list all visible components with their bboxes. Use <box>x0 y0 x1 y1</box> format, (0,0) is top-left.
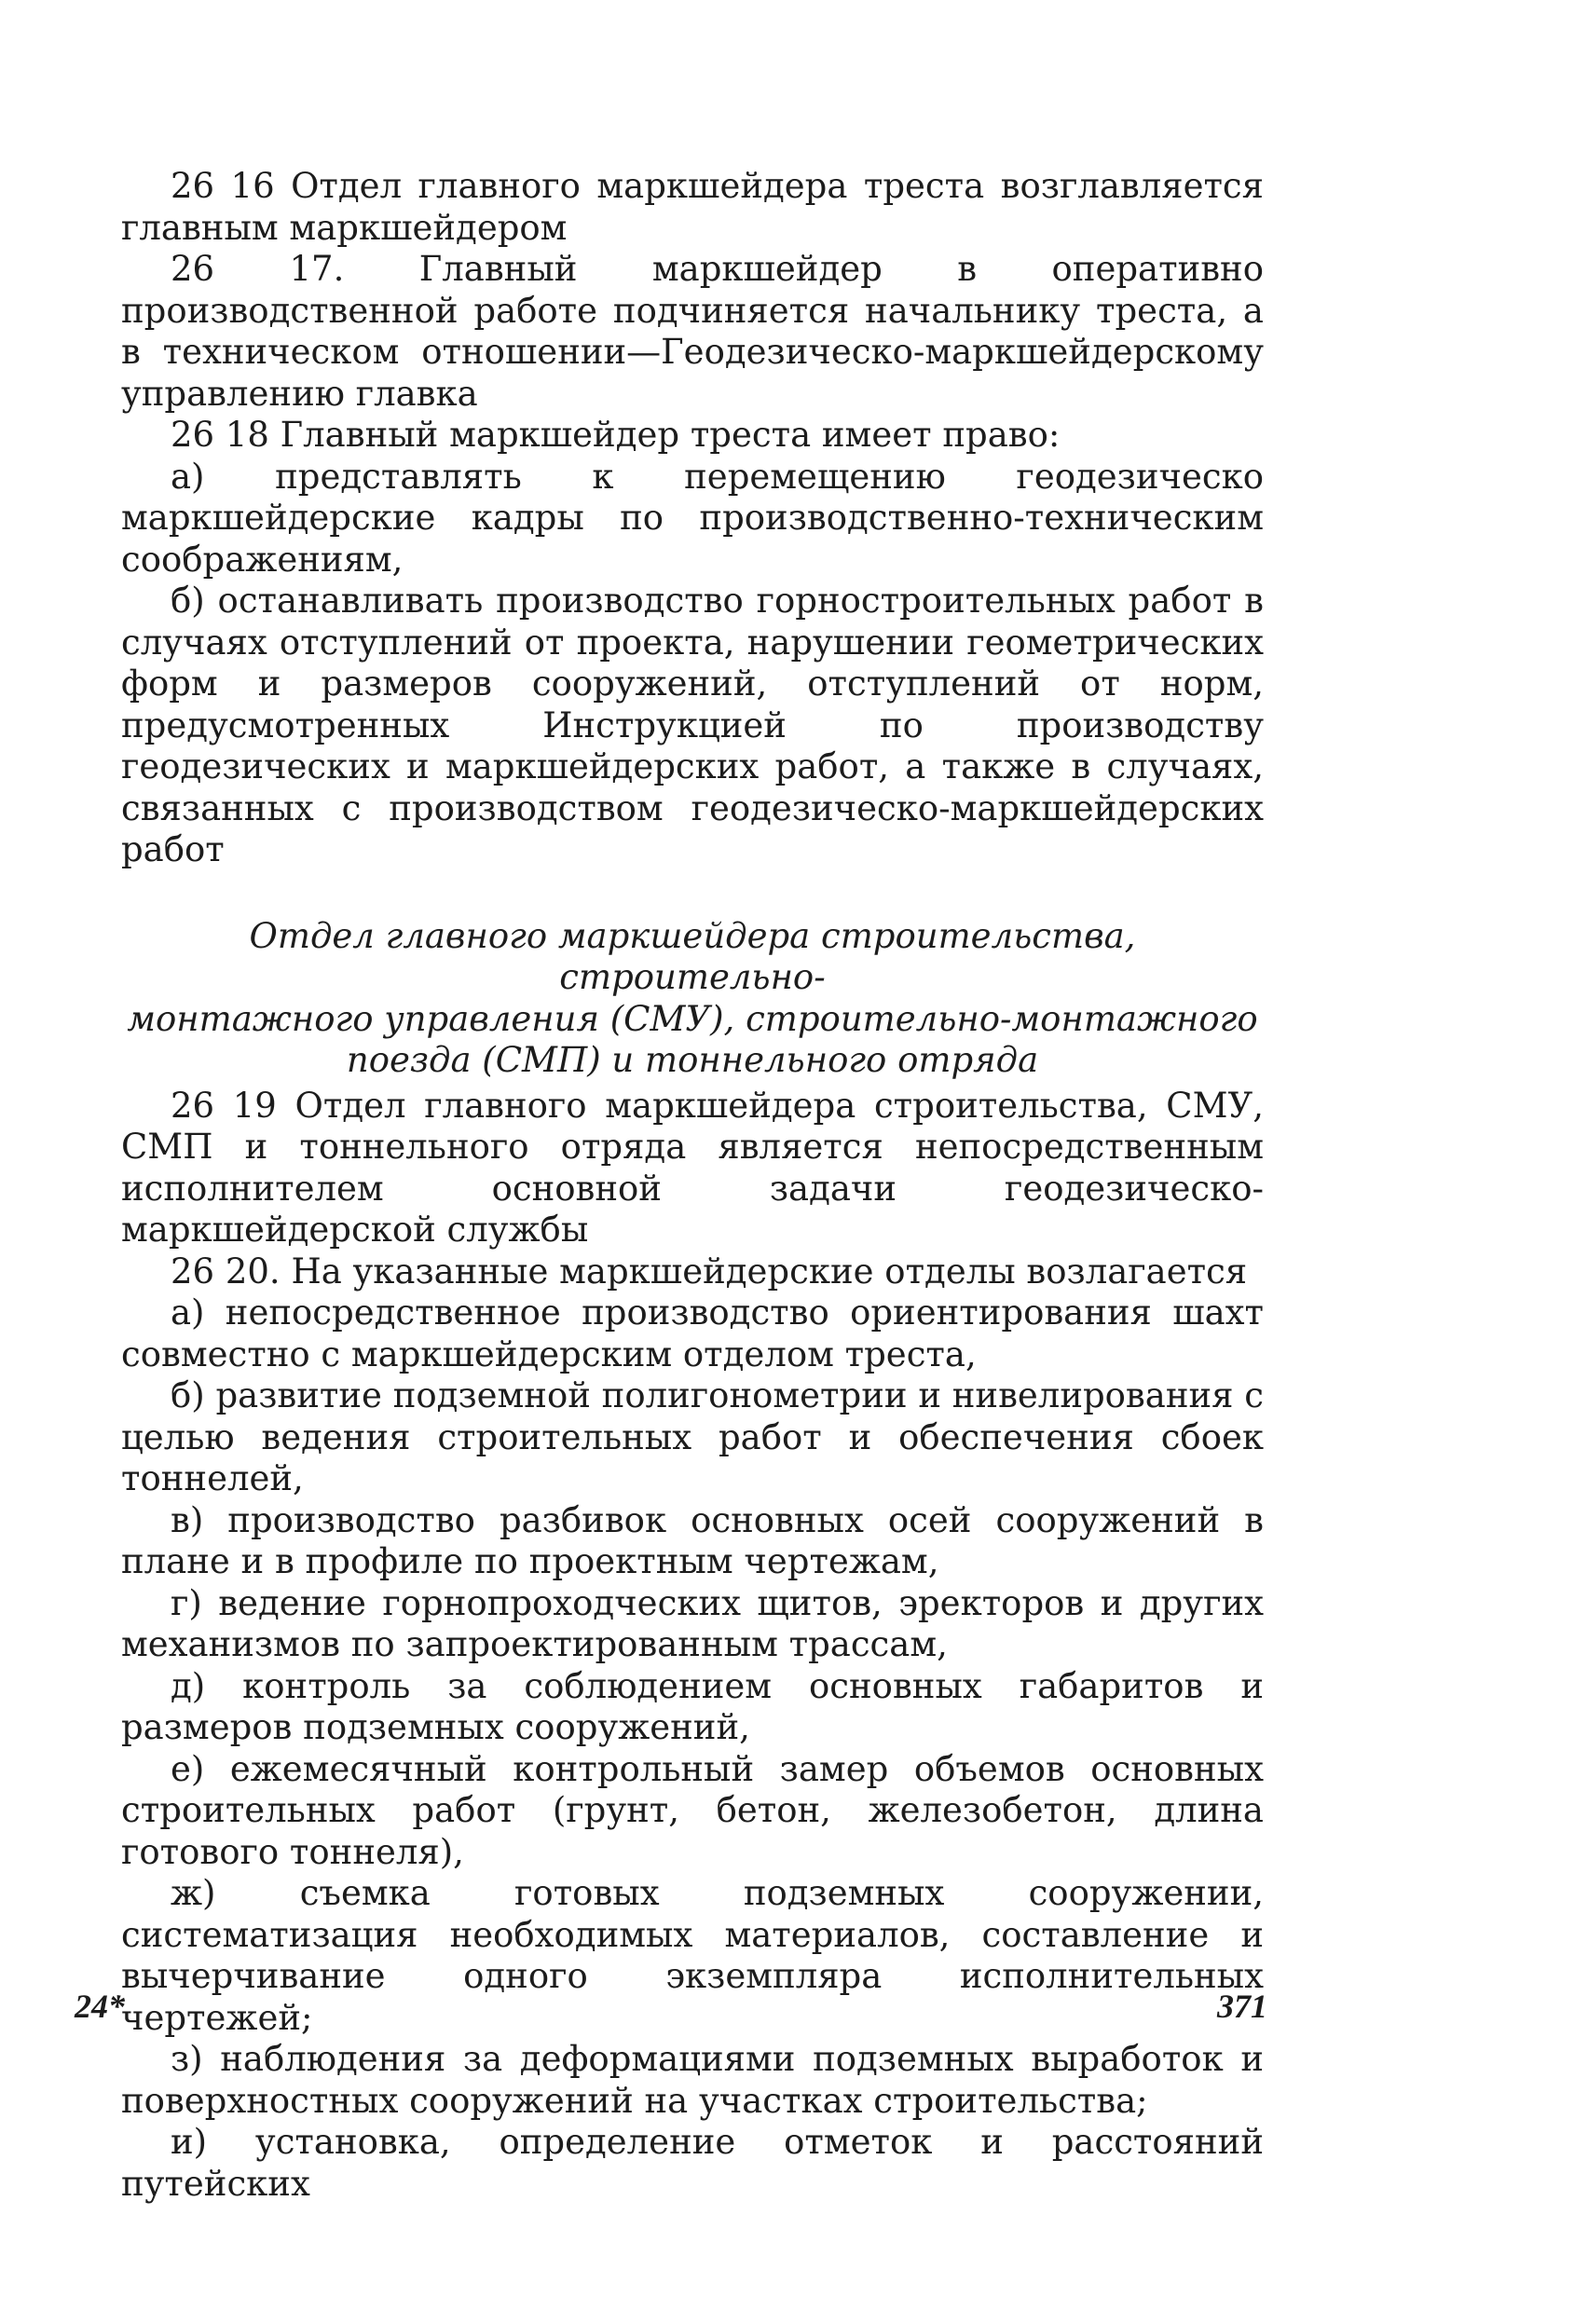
page-number: 371 <box>1217 1988 1267 2025</box>
duty-item-z: з) наблюдения за деформациями подземных выработок и поверхностных сооружений на участках строительства; <box>121 2039 1264 2121</box>
section-heading-line-1: Отдел главного маркшейдера строительства, строительно- <box>249 915 1136 997</box>
paragraph-26-17: 26 17. Главный маркшейдер в оперативно производственной работе подчиняется начальнику треста, а в техническом отношении—Геодезическо-маркшейдерскому управлению главка <box>121 249 1264 414</box>
paragraph-26-19: 26 19 Отдел главного маркшейдера строительства, СМУ, СМП и тоннельного отряда является непосредственным исполнителем основной задачи геодезическо-маркшейдерской службы <box>121 1085 1264 1250</box>
duty-item-v: в) производство разбивок основных осей сооружений в плане и в профиле по проектным чертежам, <box>121 1499 1264 1581</box>
duty-item-i: и) установка, определение отметок и расстояний путейских <box>121 2122 1264 2204</box>
paragraph-26-20: 26 20. На указанные маркшейдерские отделы возлагается <box>171 1251 1248 1292</box>
section-heading-line-2: монтажного управления (СМУ), строительно-монтажного <box>127 998 1258 1039</box>
duty-item-b: б) развитие подземной полигонометрии и нивелирования с целью ведения строительных работ и обеспечения сбоек тоннелей, <box>121 1375 1264 1498</box>
page-body <box>121 166 1264 2205</box>
paragraph-26-16: 26 16 Отдел главного маркшейдера треста возглавляется главным маркшейдером <box>121 166 1264 248</box>
list-item-a: а) представлять к перемещению геодезическо маркшейдерские кадры по производственно-техническим соображениям, <box>121 456 1264 580</box>
duty-item-a: а) непосредственное производство ориентирования шахт совместно с маркшейдерским отделом треста, <box>121 1292 1264 1374</box>
list-item-b: б) останавливать производство горностроительных работ в случаях отступлений от проекта, нарушении геометрических форм и размеров сооружений, отступлений от норм, предусмотренных Инструкцией по производству геодезических и маркшейдерских работ, а также в случаях, связанных с производством геодезическо-маркшейдерских работ <box>121 581 1264 869</box>
duty-item-zh: ж) съемка готовых подземных сооружении, систематизация необходимых материалов, составление и вычерчивание одного экземпляра исполнительных чертежей; <box>121 1873 1264 2038</box>
signature-mark: 24* <box>75 1988 125 2025</box>
paragraph-26-18: 26 18 Главный маркшейдер треста имеет право: <box>171 415 1061 455</box>
section-heading <box>121 916 1264 1082</box>
duty-item-e: е) ежемесячный контрольный замер объемов основных строительных работ (грунт, бетон, железобетон, длина готового тоннеля), <box>121 1748 1264 1872</box>
section-heading-line-3: поезда (СМП) и тоннельного отряда <box>346 1040 1039 1080</box>
duty-item-d: д) контроль за соблюдением основных габаритов и размеров подземных сооружений, <box>121 1665 1264 1747</box>
duty-item-g: г) ведение горнопроходческих щитов, эректоров и других механизмов по запроектированным трассам, <box>121 1582 1264 1664</box>
